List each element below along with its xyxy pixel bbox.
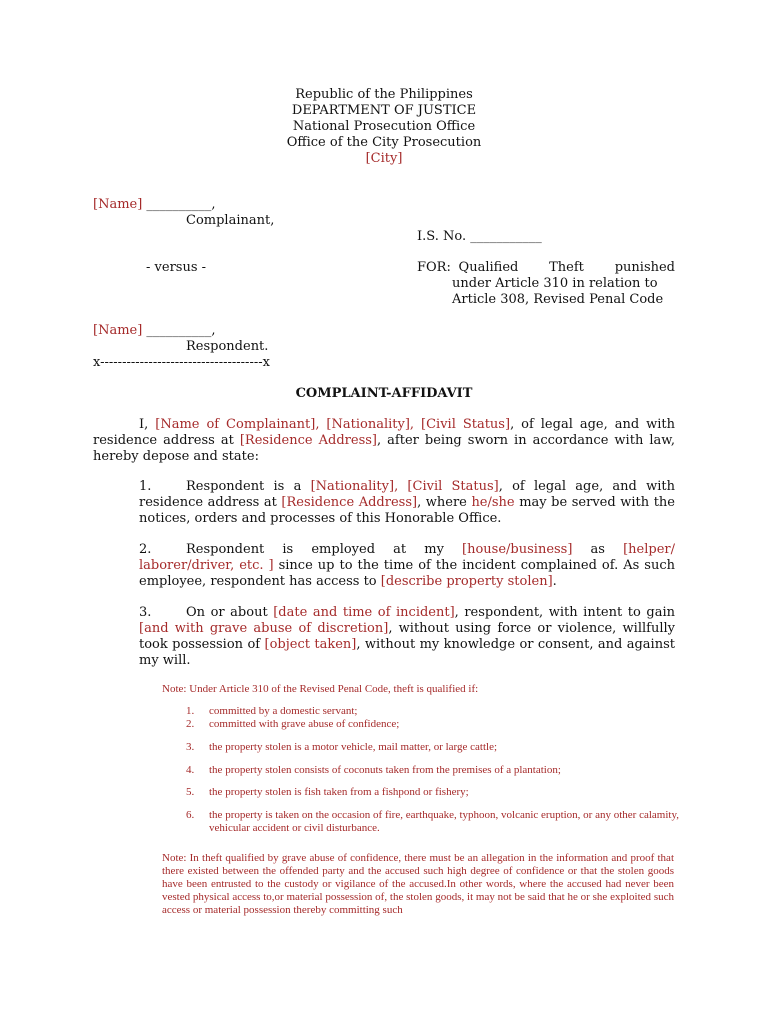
para1-text (139, 479, 675, 527)
note1-item-4-text: the property stolen consists of coconuts taken from the premises of a plantation; (209, 764, 561, 776)
caption-separator: x-------------------------------------x (93, 355, 270, 370)
para2-number: 2. (139, 542, 152, 557)
intro-text-2: , of legal age, and with residence address at (93, 417, 675, 448)
versus-label: - versus - (146, 260, 207, 275)
complainant-name-blank: __________, (142, 197, 216, 212)
charge-line-1: FOR: Qualified Theft punished (417, 260, 675, 275)
para1-text-1: Respondent is a (186, 479, 311, 494)
para2-placeholder-position: [helper/ laborer/driver, etc. ] (139, 542, 675, 573)
is-number: I.S. No. ___________ (417, 229, 542, 244)
para2-placeholder-workplace: [house/business] (462, 542, 573, 557)
intro-text-3: , after being sworn in accordance with law, hereby depose and state: (93, 433, 675, 464)
note1-item-4-number: 4. (186, 764, 195, 776)
respondent-name-placeholder: [Name] (93, 323, 143, 338)
respondent-name-line (93, 323, 216, 339)
para3-text-1: On or about (186, 605, 274, 620)
para3-text-3: , without using force or violence, willfully took possession of (139, 621, 675, 652)
para1-text-3: , where (417, 495, 472, 510)
respondent-name-blank: __________, (142, 323, 216, 338)
note1-item-5-number: 5. (186, 786, 195, 798)
note1-item-5-text: the property stolen is fish taken from a fishpond or fishery; (209, 786, 469, 798)
intro-paragraph (93, 417, 675, 465)
note1-item-6-text: the property is taken on the occasion of fire, earthquake, typhoon, volcanic eruption, or any other calamity, vehicular accident or civil disturbance. (209, 809, 679, 834)
para3-placeholder-abuse: [and with grave abuse of discretion] (139, 621, 389, 636)
note1-item-3-text: the property stolen is a motor vehicle, mail matter, or large cattle; (209, 741, 498, 753)
note1-heading: Note: Under Article 310 of the Revised Penal Code, theft is qualified if: (162, 683, 479, 695)
para1-placeholder-pronoun: he/she (471, 495, 515, 510)
header-republic: Republic of the Philippines (295, 87, 473, 102)
intro-placeholder-address: [Residence Address] (239, 433, 377, 448)
para3-placeholder-object: [object taken] (264, 637, 357, 652)
note1-item-1-number: 1. (186, 705, 195, 717)
intro-text-1: I, (139, 417, 156, 432)
para1-placeholder-identity: [Nationality], [Civil Status] (310, 479, 499, 494)
para2-placeholder-property: [describe property stolen] (380, 574, 553, 589)
complainant-label: Complainant, (186, 213, 275, 228)
complainant-name-line (93, 197, 216, 213)
header-office: National Prosecution Office (292, 119, 476, 134)
intro-placeholder-identity: [Name of Complainant], [Nationality], [Civil Status] (155, 417, 511, 432)
para1-placeholder-address: [Residence Address] (281, 495, 418, 510)
para3-text (139, 605, 675, 669)
para2-text (139, 542, 675, 590)
note1-item-6-number: 6. (186, 809, 195, 821)
para1-number: 1. (139, 479, 152, 494)
note1-item-3-number: 3. (186, 741, 195, 753)
para2-text-4: . (552, 574, 557, 589)
document-title: COMPLAINT-AFFIDAVIT (295, 386, 473, 401)
charge-line-3: Article 308, Revised Penal Code (452, 292, 664, 307)
para2-text-2: as (572, 542, 624, 557)
para3-number: 3. (139, 605, 152, 620)
para2-text-3: since up to the time of the incident complained of. As such employee, respondent has access to (139, 558, 675, 589)
para2-text-1: Respondent is employed at my (186, 542, 463, 557)
para1-text-4: may be served with the notices, orders and processes of this Honorable Office. (139, 495, 675, 526)
charge-line-2: under Article 310 in relation to (452, 276, 658, 291)
complainant-name-placeholder: [Name] (93, 197, 143, 212)
note1-item-2-number: 2. (186, 718, 195, 730)
para3-text-4: , without my knowledge or consent, and against my will. (139, 637, 675, 668)
para1-text-2: , of legal age, and with residence address at (139, 479, 675, 510)
note2-text: Note: In theft qualified by grave abuse of confidence, there must be an allegation in the information and proof that there existed between the offended party and the accused such high degree of confidence or that the stolen goods have been entrusted to the custody or vigilance of the accused.In other words, where the accused had never been vested physical access to,or material possession of, the stolen goods, it may not be said that he or she exploited such access or material possession thereby committing such (162, 852, 674, 916)
para3-text-2: , respondent, with intent to gain (454, 605, 675, 620)
header-department: DEPARTMENT OF JUSTICE (291, 103, 477, 118)
respondent-label: Respondent. (186, 339, 269, 354)
para3-placeholder-datetime: [date and time of incident] (273, 605, 455, 620)
header-city-office: Office of the City Prosecution (286, 135, 482, 150)
note1-item-2-text: committed with grave abuse of confidence; (209, 718, 400, 730)
header-city-placeholder: [City] (365, 151, 403, 166)
note1-item-1-text: committed by a domestic servant; (209, 705, 358, 717)
